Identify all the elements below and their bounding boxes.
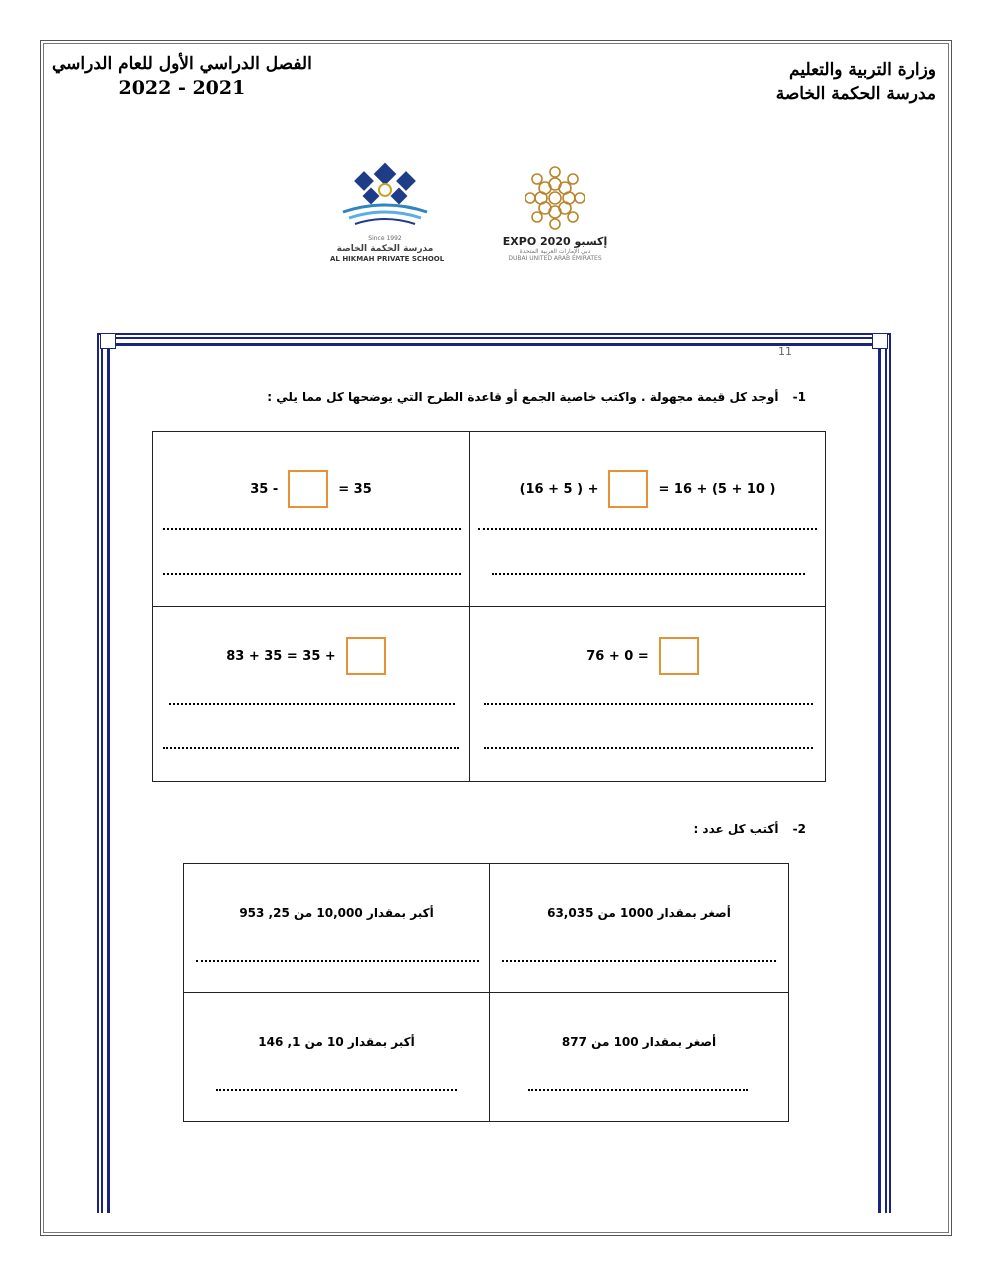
question-1-heading <box>267 390 806 404</box>
answer-line[interactable] <box>163 747 459 749</box>
header-left <box>52 52 312 100</box>
answer-box[interactable] <box>288 470 328 508</box>
q2-item2: أكبر بمقدار 10,000 من 25, 953 <box>239 906 434 920</box>
answer-box[interactable] <box>346 637 386 675</box>
expo-emblem-icon <box>525 165 585 231</box>
school-logo <box>330 162 445 264</box>
question-2-heading <box>693 822 806 836</box>
frame-corner <box>872 333 888 349</box>
answer-line[interactable] <box>163 528 461 530</box>
expo-title: EXPO 2020 إكسبو <box>502 235 608 248</box>
school-since: Since 1992 <box>368 235 402 242</box>
q2-item1: أصغر بمقدار 1000 من 63,035 <box>547 906 731 920</box>
question-1-text: أوجد كل قيمة مجهولة . واكتب خاصية الجمع أو قاعدة الطرح التي يوضحها كل مما يلي : <box>267 390 779 404</box>
q1-item1-left: (16 + 5 ) + <box>519 481 599 497</box>
school-emblem-icon <box>335 162 435 230</box>
q1-item1-right: = 16 + (5 + 10 ) <box>658 481 776 497</box>
answer-line[interactable] <box>169 703 455 705</box>
q1-cell-2 <box>153 432 470 607</box>
q2-cell-4 <box>184 993 490 1122</box>
school-year: 2022 - 2021 <box>118 77 246 99</box>
semester-title: الفصل الدراسي الأول للعام الدراسي <box>52 54 312 74</box>
page-number: 11 <box>778 345 792 358</box>
school-name-ar: مدرسة الحكمة الخاصة <box>336 244 434 254</box>
expo-sub-en: DUBAI UNITED ARAB EMIRATES <box>508 255 602 262</box>
answer-box[interactable] <box>659 637 699 675</box>
q1-cell-3 <box>470 607 826 782</box>
q2-item3: أصغر بمقدار 100 من 877 <box>561 1035 717 1049</box>
question-2-number: -2 <box>792 822 806 836</box>
q1-cell-4 <box>153 607 470 782</box>
answer-line[interactable] <box>478 528 817 530</box>
q2-cell-3 <box>490 993 789 1122</box>
answer-line[interactable] <box>484 703 813 705</box>
expo-sub-ar: دبي الإمارات العربية المتحدة <box>519 248 591 255</box>
answer-line[interactable] <box>484 747 813 749</box>
answer-line[interactable] <box>163 573 461 575</box>
frame-corner <box>100 333 116 349</box>
q1-item2-right: = 35 <box>338 481 372 497</box>
q1-cell-1 <box>470 432 826 607</box>
q1-item2-left: 35 - <box>250 481 279 497</box>
ministry-name: وزارة التربية والتعليم <box>789 60 936 80</box>
expo-logo <box>500 165 610 262</box>
answer-line[interactable] <box>216 1089 457 1091</box>
question-1-table <box>152 431 826 782</box>
q1-item4-left: 83 + 35 = 35 + <box>226 648 336 664</box>
answer-line[interactable] <box>492 573 805 575</box>
q2-item4: أكبر بمقدار 10 من 1, 146 <box>258 1035 415 1049</box>
answer-line[interactable] <box>196 960 479 962</box>
answer-line[interactable] <box>528 1089 748 1091</box>
school-name: مدرسة الحكمة الخاصة <box>775 84 936 104</box>
q2-cell-1 <box>490 864 789 993</box>
q2-cell-2 <box>184 864 490 993</box>
q1-item3-left: 76 + 0 = <box>586 648 649 664</box>
header-right <box>776 58 936 106</box>
answer-line[interactable] <box>502 960 776 962</box>
school-name-en: AL HIKMAH PRIVATE SCHOOL <box>330 255 445 263</box>
question-2-text: أكتب كل عدد : <box>693 822 779 836</box>
question-1-number: -1 <box>792 390 806 404</box>
answer-box[interactable] <box>608 470 648 508</box>
question-2-table <box>183 863 789 1122</box>
